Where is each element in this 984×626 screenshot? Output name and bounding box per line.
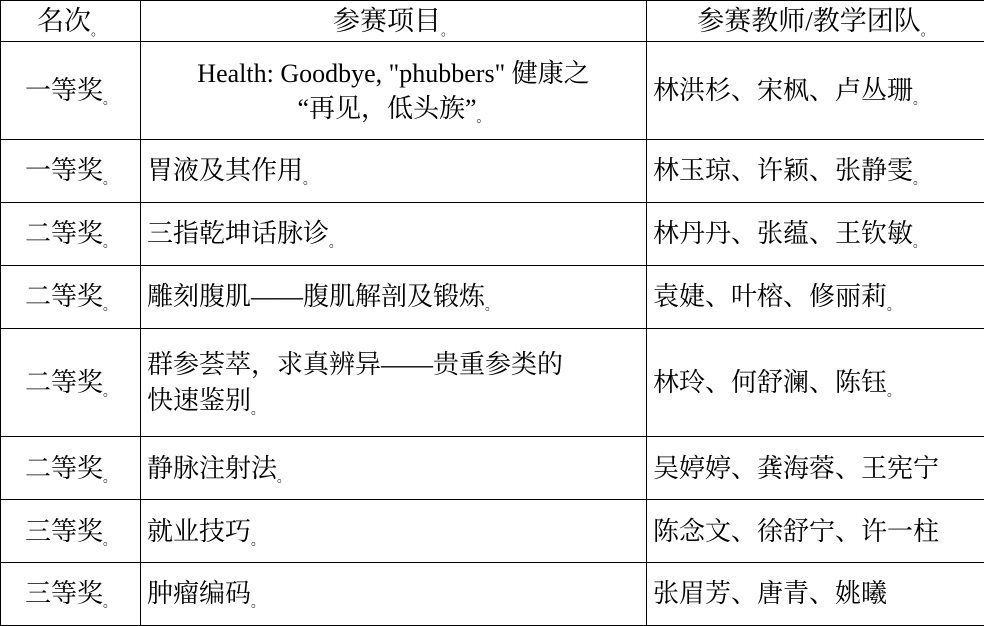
cell-rank	[1, 500, 141, 563]
table-row	[1, 563, 984, 626]
project-label: 三指乾坤话脉诊	[147, 219, 330, 249]
cell-team	[647, 265, 984, 328]
project-line-2: “再见，低头族”。	[297, 93, 490, 125]
punctuation-mark: 。	[103, 297, 117, 313]
team-label: 林洪杉、宋枫、卢丛珊	[653, 76, 914, 106]
rank-label: 一等奖	[24, 76, 103, 106]
punctuation-mark: 。	[251, 595, 265, 611]
header-cell-team	[647, 1, 984, 42]
header-cell-project	[141, 1, 647, 42]
table-header-row	[1, 1, 984, 42]
project-label: 胃液及其作用	[147, 156, 304, 186]
punctuation-mark: 。	[251, 401, 265, 417]
cell-team	[647, 140, 984, 203]
punctuation-mark: 。	[277, 469, 291, 485]
table-row	[1, 202, 984, 265]
cell-team	[647, 563, 984, 626]
team-label: 陈念文、徐舒宁、许一柱	[653, 516, 940, 546]
cell-team	[647, 328, 984, 436]
punctuation-mark: 。	[913, 172, 927, 187]
table-row	[1, 140, 984, 203]
punctuation-mark: 。	[887, 297, 901, 313]
project-label: 静脉注射法	[147, 453, 278, 483]
cell-rank	[1, 140, 141, 203]
punctuation-mark: 。	[440, 22, 454, 38]
table-row	[1, 437, 984, 500]
cell-team	[647, 42, 984, 140]
cell-project	[141, 563, 647, 626]
cell-project	[141, 437, 647, 500]
punctuation-mark: 。	[329, 234, 343, 250]
cell-project	[141, 328, 647, 436]
header-label-project: 参赛项目	[332, 6, 441, 36]
project-line-1: 群参荟萃，求真辨异——贵重参类的	[147, 350, 564, 380]
punctuation-mark: 。	[887, 383, 901, 399]
cell-team	[647, 437, 984, 500]
cell-team	[647, 202, 984, 265]
project-label: 就业技巧	[147, 516, 252, 546]
punctuation-mark: 。	[90, 22, 104, 38]
cell-rank	[1, 437, 141, 500]
team-label: 袁婕、叶榕、修丽莉	[653, 282, 888, 312]
punctuation-mark: 。	[485, 297, 499, 313]
team-label: 林丹丹、张蕴、王钦敏	[653, 219, 914, 249]
punctuation-mark: 。	[913, 234, 927, 250]
table-row	[1, 265, 984, 328]
cell-rank	[1, 563, 141, 626]
table-body	[1, 42, 984, 626]
cell-project	[141, 500, 647, 563]
cell-rank	[1, 265, 141, 328]
punctuation-mark: 。	[913, 91, 927, 107]
header-label-rank: 名次	[36, 6, 91, 36]
team-label: 吴婷婷、龚海蓉、王宪宁	[653, 453, 940, 483]
punctuation-mark: 。	[303, 172, 317, 187]
punctuation-mark: 。	[103, 172, 117, 187]
cell-rank	[1, 202, 141, 265]
cell-team	[647, 500, 984, 563]
header-cell-rank	[1, 1, 141, 42]
cell-project	[141, 140, 647, 203]
punctuation-mark: 。	[103, 383, 117, 399]
project-line-2: 快速鉴别。	[147, 385, 265, 417]
punctuation-mark: 。	[251, 532, 265, 548]
rank-label: 二等奖	[24, 219, 103, 249]
team-label: 林玲、何舒澜、陈钰	[653, 367, 888, 397]
header-label-team: 参赛教师/教学团队	[697, 6, 921, 36]
table-row	[1, 500, 984, 563]
rank-label: 二等奖	[24, 367, 103, 397]
table-header	[1, 1, 984, 42]
punctuation-mark: 。	[103, 234, 117, 250]
punctuation-mark: 。	[476, 109, 490, 125]
cell-project	[141, 265, 647, 328]
table-row	[1, 42, 984, 140]
cell-rank	[1, 42, 141, 140]
punctuation-mark: 。	[103, 532, 117, 548]
punctuation-mark: 。	[103, 595, 117, 611]
punctuation-mark: 。	[103, 469, 117, 485]
rank-label: 二等奖	[24, 282, 103, 312]
punctuation-mark: 。	[920, 22, 934, 38]
rank-label: 一等奖	[24, 156, 103, 186]
cell-project	[141, 42, 647, 140]
table-row	[1, 328, 984, 436]
project-label: 雕刻腹肌——腹肌解剖及锻炼	[147, 282, 486, 312]
rank-label: 二等奖	[24, 453, 103, 483]
team-label: 张眉芳、唐青、姚曦	[653, 579, 888, 609]
cell-project	[141, 202, 647, 265]
rank-label: 三等奖	[24, 579, 103, 609]
punctuation-mark: 。	[103, 91, 117, 107]
project-label: 肿瘤编码	[147, 579, 252, 609]
rank-label: 三等奖	[24, 516, 103, 546]
project-line-1: Health: Goodbye, "phubbers" 健康之	[197, 58, 590, 88]
cell-rank	[1, 328, 141, 436]
team-label: 林玉琼、许颖、张静雯	[653, 156, 914, 186]
